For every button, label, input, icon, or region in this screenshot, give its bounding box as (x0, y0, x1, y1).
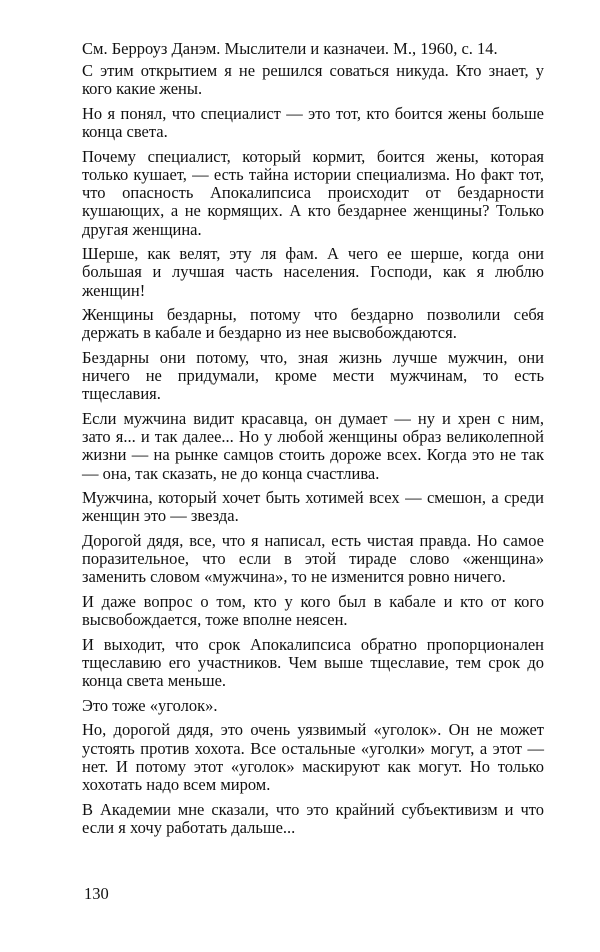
body-text (82, 40, 544, 843)
paragraph: Дорогой дядя, все, что я написал, есть чистая правда. Но самое поразительное, что если в этой тираде слово «женщина» заменить словом «мужчина», то не изменится ровно ничего. (82, 531, 544, 587)
paragraph: В Академии мне сказали, что это крайний субъективизм и что если я хочу работать дальше... (82, 799, 544, 837)
page-number: 130 (84, 884, 109, 903)
paragraph: И даже вопрос о том, кто у кого был в кабале и кто от кого высвобождается, тоже вполне неясен. (82, 592, 544, 630)
paragraph: Но, дорогой дядя, это очень уязвимый «уголок». Он не может устоять против хохота. Все остальные «уголки» могут, а этот — нет. И потому этот «уголок» маскируют как могут. Но только хохотать надо всем миром. (82, 720, 544, 794)
paragraph: И выходит, что срок Апокалипсиса обратно пропорционален тщеславию его участников. Чем выше тщеславие, тем срок до конца света меньше. (82, 634, 544, 691)
paragraph: Это тоже «уголок». (82, 695, 218, 715)
paragraph: Шерше, как велят, эту ля фам. А чего ее шерше, когда они большая и лучшая часть населения. Господи, как я люблю женщин! (82, 244, 544, 300)
paragraph: Бездарны они потому, что, зная жизнь лучше мужчин, они ничего не придумали, кроме мести мужчинам, то есть тщеславия. (82, 348, 544, 404)
paragraph: Женщины бездарны, потому что бездарно позволили себя держать в кабале и бездарно из нее высвобождаются. (82, 305, 544, 343)
paragraph: Мужчина, который хочет быть хотимей всех — смешон, а среди женщин это — звезда. (82, 488, 544, 526)
paragraph: Но я понял, что специалист — это тот, кто боится жены больше конца света. (82, 104, 544, 142)
paragraph: Если мужчина видит красавца, он думает — ну и хрен с ним, зато я... и так далее... Но у любой женщины образ великолепной жизни — на рынке самцов стоить дороже всех. Когда это не так — она, так сказать, не до конца счастлива. (82, 409, 544, 483)
paragraph: Почему специалист, который кормит, боится жены, которая только кушает, — есть тайна истории специализма. Но факт тот, что опасность Апокалипсиса происходит от бездарности кушающих, а не кормящих. А кто бездарнее женщины? Только другая женщина. (82, 146, 544, 239)
paragraph: С этим открытием я не решился соваться никуда. Кто знает, у кого какие жены. (82, 61, 544, 99)
footnote-citation: См. Берроуз Данэм. Мыслители и казначеи. М., 1960, с. 14. (82, 39, 498, 58)
